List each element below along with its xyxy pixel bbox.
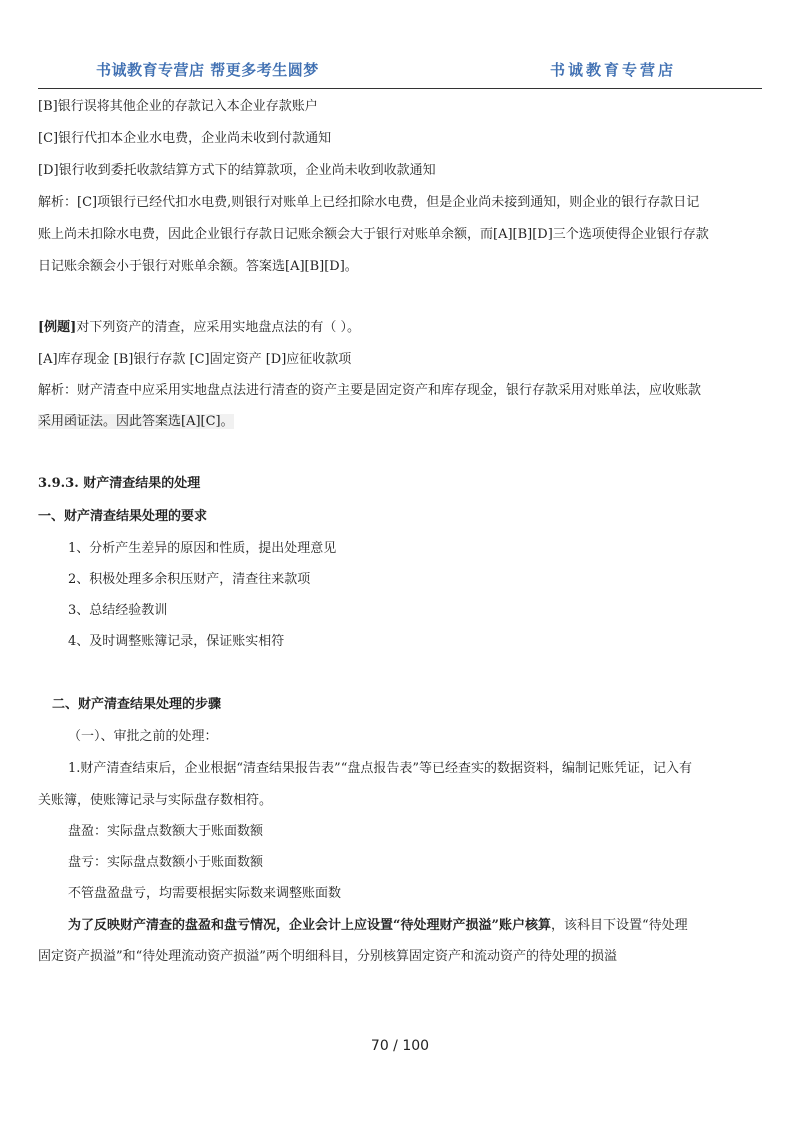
- page-number: 70 / 100: [370, 1038, 430, 1054]
- account-setup-rest: ，该科目下设置“待处理: [550, 918, 688, 933]
- example-analysis-2: [38, 412, 764, 432]
- part2-p1-line-1: 1.财产清查结束后，企业根据“清查结果报告表”“盘点报告表”等已经查实的数据资料，编制记账凭证，记入有: [68, 761, 692, 776]
- example-tag: [例题]: [38, 320, 77, 335]
- analysis-line-3: 日记账余额会小于银行对账单余额。答案选[A][B][D]。: [38, 259, 358, 274]
- adjust-note: 不管盘盈盘亏，均需要根据实际数来调整账面数: [68, 886, 342, 901]
- example-question: [38, 318, 764, 338]
- part2-p1-line-2: 关账簿，使账簿记录与实际盘存数相符。: [38, 793, 273, 808]
- part1-item-1: 1、分析产生差异的原因和性质，提出处理意见: [68, 541, 337, 556]
- option-b: [B]银行误将其他企业的存款记入本企业存款账户: [38, 99, 318, 114]
- account-setup-line-2: 固定资产损溢”和“待处理流动资产损溢”两个明细科目，分别核算固定资产和流动资产的待处理的损溢: [38, 949, 617, 964]
- part1-item-3: 3、总结经验教训: [68, 603, 168, 618]
- part2-sub1: （一）、审批之前的处理：: [68, 729, 218, 744]
- surplus-definition: 盘盈：实际盘点数额大于账面数额: [68, 824, 264, 839]
- example-analysis-2-text: 采用函证法。因此答案选[A][C]。: [38, 414, 234, 429]
- part2-title: 二、财产清查结果处理的步骤: [52, 697, 222, 712]
- account-setup-line-1: [68, 916, 794, 936]
- analysis-line-1: 解析：[C]项银行已经代扣水电费,则银行对账单上已经扣除水电费，但是企业尚未接到通知，则企业的银行存款日记: [38, 195, 700, 210]
- example-analysis-1: 解析：财产清查中应采用实地盘点法进行清查的资产主要是固定资产和库存现金，银行存款采用对账单法，应收账款: [38, 383, 702, 398]
- part1-item-2: 2、积极处理多余积压财产，清查往来款项: [68, 572, 311, 587]
- option-d: [D]银行收到委托收款结算方式下的结算款项，企业尚未收到收款通知: [38, 163, 436, 178]
- header-left-text: 书诚教育专营店 帮更多考生圆梦: [96, 61, 319, 79]
- header-right-text: 书诚教育专营店: [549, 61, 676, 79]
- part1-title: 一、财产清查结果处理的要求: [38, 509, 208, 524]
- shortage-definition: 盘亏：实际盘点数额小于账面数额: [68, 855, 264, 870]
- example-options: [A]库存现金 [B]银行存款 [C]固定资产 [D]应征收款项: [38, 352, 352, 367]
- section-title: 3.9.3. 财产清查结果的处理: [38, 476, 201, 491]
- part1-item-4: 4、及时调整账簿记录，保证账实相符: [68, 634, 285, 649]
- page-header: [38, 56, 762, 89]
- example-question-text: 对下列资产的清查，应采用实地盘点法的有（ ）。: [76, 320, 360, 335]
- option-c: [C]银行代扣本企业水电费，企业尚未收到付款通知: [38, 131, 332, 146]
- analysis-line-2: 账上尚未扣除水电费，因此企业银行存款日记账余额会大于银行对账单余额，而[A][B][D]三个选项使得企业银行存款: [38, 227, 709, 242]
- account-setup-bold: 为了反映财产清查的盘盈和盘亏情况，企业会计上应设置“待处理财产损溢”账户核算: [68, 918, 551, 933]
